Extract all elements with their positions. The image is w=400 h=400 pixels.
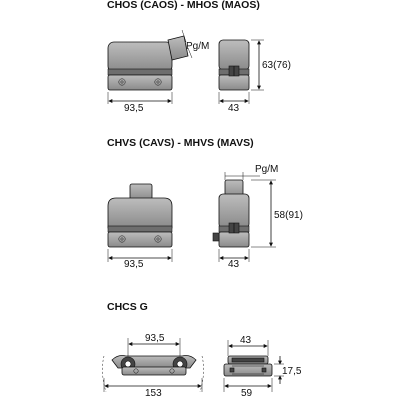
section-1-front-width: 93,5 bbox=[124, 103, 144, 114]
section-2-height-dim bbox=[251, 180, 303, 247]
section-1-entry-label: Pg/M bbox=[186, 41, 210, 52]
section-2-side-width: 43 bbox=[228, 259, 240, 270]
section-1-height: 63(76) bbox=[262, 60, 291, 71]
section-2-front-width-dim bbox=[108, 249, 172, 270]
section-3-outer-width: 153 bbox=[145, 388, 162, 399]
section-1-title: CHOS (CAOS) - MHOS (MAOS) bbox=[107, 0, 260, 11]
section-3-side-top-dim bbox=[228, 335, 268, 356]
section-3-title: CHCS G bbox=[107, 301, 148, 313]
section-2-side-width-dim bbox=[219, 249, 249, 270]
section-1-side-width-dim bbox=[219, 92, 249, 114]
section-1-side-view bbox=[219, 40, 249, 90]
section-3-front-view bbox=[102, 356, 203, 393]
section-3-side-top: 43 bbox=[240, 335, 252, 346]
section-1-height-dim bbox=[251, 40, 291, 90]
section-2-side-view bbox=[213, 180, 249, 247]
section-2-front-width: 93,5 bbox=[124, 259, 144, 270]
section-3-inner-width-dim bbox=[128, 333, 180, 356]
section-2-height: 58(91) bbox=[274, 210, 303, 221]
section-3-side-bottom-dim bbox=[224, 378, 272, 399]
section-1-front-view bbox=[108, 36, 188, 90]
section-2-title: CHVS (CAVS) - MHVS (MAVS) bbox=[107, 137, 254, 149]
section-1-front-width-dim bbox=[108, 92, 172, 114]
section-2-entry-label: Pg/M bbox=[255, 164, 279, 175]
section-2-entry-callout bbox=[225, 164, 278, 180]
section-2-front-view bbox=[108, 184, 172, 247]
section-1-side-width: 43 bbox=[228, 103, 240, 114]
section-3-side-bottom: 59 bbox=[241, 388, 253, 399]
section-3-outer-width-dim bbox=[104, 378, 202, 399]
section-3-height-dim bbox=[274, 356, 302, 384]
section-3-height: 17,5 bbox=[282, 366, 302, 377]
section-3-inner-width: 93,5 bbox=[145, 333, 165, 344]
section-3-side-view bbox=[224, 356, 272, 376]
